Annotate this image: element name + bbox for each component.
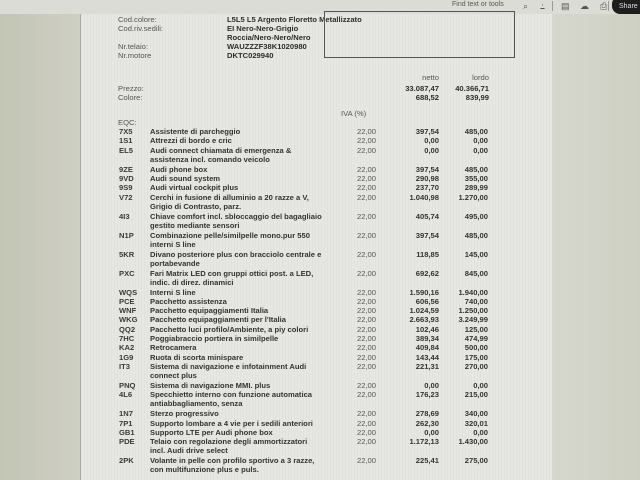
option-description: con multifunzione plus e puls. [150, 465, 259, 475]
iva-rate: 22,00 [357, 211, 377, 221]
share-button[interactable]: Share [612, 0, 640, 14]
viewer-left-margin [0, 0, 80, 480]
netto-price: 397,54 [415, 230, 439, 240]
option-description: connect plus [150, 371, 197, 381]
cod-colore-value: L5L5 L5 Argento Floretto Metallizzato [227, 15, 362, 24]
lordo-price: 485,00 [464, 230, 488, 240]
lordo-price: 275,00 [464, 456, 488, 466]
option-code: EL5 [119, 145, 133, 155]
lordo-price: 3.249,99 [458, 315, 488, 325]
toolbar-divider [552, 1, 553, 11]
option-code: 7P1 [119, 418, 133, 428]
lordo-price: 175,00 [464, 352, 488, 362]
iva-rate: 22,00 [357, 380, 377, 390]
option-code: WQS [119, 287, 138, 297]
lordo-price: 1.250,00 [458, 306, 488, 316]
iva-rate: 22,00 [357, 173, 377, 183]
netto-price: 176,23 [415, 390, 439, 400]
iva-rate: 22,00 [357, 456, 377, 466]
nr-motore-value: DKTC029940 [227, 51, 274, 60]
cod-colore-label: Cod.colore: [118, 15, 157, 24]
iva-rate: 22,00 [357, 249, 377, 259]
iva-rate: 22,00 [357, 136, 377, 146]
lordo-price: 145,00 [464, 249, 488, 259]
option-description: Volante in pelle con profilo sportivo a 3 razze, [150, 456, 315, 466]
eqc-section-label: EQC: [118, 118, 137, 127]
option-description: Supporto LTE per Audi phone box [150, 427, 273, 437]
iva-rate: 22,00 [357, 343, 377, 353]
netto-price: 1.040,98 [409, 192, 439, 202]
option-description: Supporto lombare a 4 vie per i sedili anteriori [150, 418, 313, 428]
option-description: Audi sound system [150, 173, 221, 183]
iva-rate: 22,00 [357, 183, 377, 193]
option-description: Retrocamera [150, 343, 197, 353]
netto-price: 0,00 [424, 427, 439, 437]
option-description: Poggiabraccio portiera in similpelle [150, 334, 279, 343]
prezzo-label: Prezzo: [118, 84, 144, 93]
lordo-price: 270,00 [464, 361, 488, 371]
prezzo-netto: 33.087,47 [405, 84, 439, 93]
option-code: V72 [119, 192, 133, 202]
option-description: Pacchetto assistenza [150, 296, 227, 306]
lordo-header: lordo [472, 73, 489, 82]
netto-price: 0,00 [424, 136, 439, 146]
lordo-price: 320,01 [464, 418, 488, 428]
lordo-price: 485,00 [464, 164, 488, 174]
option-code: N1P [119, 230, 134, 240]
option-code: 1S1 [119, 136, 133, 146]
iva-rate: 22,00 [357, 306, 377, 316]
document-page [80, 14, 552, 480]
option-description: Audi virtual cockpit plus [150, 183, 239, 193]
lordo-price: 1.270,00 [458, 192, 488, 202]
netto-price: 389,34 [415, 334, 439, 343]
iva-rate: 22,00 [357, 418, 377, 428]
option-description: Combinazione pelle/similpelle mono.pur 550 [150, 230, 310, 240]
option-code: GB1 [119, 427, 135, 437]
viewer-right-margin [551, 14, 640, 480]
cod-riv-sedili-label: Cod.riv.sedili: [118, 24, 164, 33]
option-description: Pacchetto equipaggiamenti per l'Italia [150, 315, 286, 325]
option-description: Pacchetto equipaggiamenti Italia [150, 306, 269, 316]
lordo-price: 500,00 [464, 343, 488, 353]
netto-price: 0,00 [424, 145, 439, 155]
option-code: 1N7 [119, 409, 133, 419]
option-description: Fari Matrix LED con gruppi ottici post. a LED, [150, 268, 314, 278]
option-code: WNF [119, 306, 137, 316]
netto-price: 237,70 [415, 183, 439, 193]
option-code: WKG [119, 315, 138, 325]
lordo-price: 1.940,00 [458, 287, 488, 297]
iva-rate: 22,00 [357, 315, 377, 325]
option-code: IT3 [119, 361, 130, 371]
netto-price: 409,84 [415, 343, 439, 353]
lordo-price: 0,00 [473, 427, 488, 437]
read-aloud-icon[interactable]: ߸ [540, 1, 546, 11]
option-description: Ruota di scorta minispare [150, 352, 244, 362]
netto-header: netto [422, 73, 439, 82]
iva-rate: 22,00 [357, 361, 377, 371]
lordo-price: 355,00 [464, 173, 488, 183]
lordo-price: 125,00 [464, 324, 488, 334]
option-code: 7X5 [119, 127, 133, 136]
option-description: antiabbagliamento, senza [150, 399, 243, 409]
option-code: 7HC [119, 334, 135, 343]
netto-price: 397,54 [415, 164, 439, 174]
option-description: Sistema di navigazione MMI. plus [150, 380, 271, 390]
option-description: Divano posteriore plus con bracciolo centrale e [150, 249, 322, 259]
iva-rate: 22,00 [357, 268, 377, 278]
option-code: 1G9 [119, 352, 134, 362]
netto-price: 397,54 [415, 127, 439, 136]
prezzo-lordo: 40.366,71 [455, 84, 489, 93]
netto-price: 118,85 [416, 249, 439, 259]
netto-price: 1.024,59 [409, 306, 439, 316]
lordo-price: 1.430,00 [458, 437, 488, 447]
nr-telaio-value: WAUZZZF38K1020980 [227, 42, 307, 51]
netto-price: 225,41 [415, 456, 439, 466]
option-description: Audi connect chiamata di emergenza & [150, 145, 292, 155]
lordo-price: 474,99 [464, 334, 488, 343]
option-description: Grigio di Contrasto, parz. [150, 201, 242, 211]
iva-rate: 22,00 [357, 352, 377, 362]
option-description: Assistente di parcheggio [150, 127, 241, 136]
option-code: 2PK [119, 456, 134, 466]
option-description: Telaio con regolazione degli ammortizzatori [150, 437, 308, 447]
iva-rate: 22,00 [357, 324, 377, 334]
option-description: gestito mediante sensori [150, 220, 240, 230]
option-code: 5KR [119, 249, 135, 259]
netto-price: 262,30 [415, 418, 439, 428]
netto-price: 290,98 [415, 173, 439, 183]
option-description: Attrezzi di bordo e cric [150, 136, 232, 146]
iva-rate: 22,00 [357, 164, 377, 174]
lordo-price: 0,00 [473, 145, 488, 155]
lordo-price: 289,99 [464, 183, 488, 193]
print-icon[interactable]: ⎙ [600, 1, 608, 11]
netto-price: 2.663,93 [409, 315, 439, 325]
netto-price: 221,31 [415, 361, 439, 371]
iva-rate: 22,00 [357, 127, 377, 136]
iva-rate: 22,00 [357, 145, 377, 155]
iva-rate: 22,00 [357, 192, 377, 202]
netto-price: 143,44 [415, 352, 439, 362]
colore-label: Colore: [118, 93, 143, 102]
netto-price: 405,74 [415, 211, 439, 221]
option-code: PDE [119, 437, 135, 447]
option-code: 9S9 [119, 183, 133, 193]
iva-rate: 22,00 [357, 427, 377, 437]
option-code: PNQ [119, 380, 136, 390]
iva-rate: 22,00 [357, 334, 377, 343]
lordo-price: 485,00 [464, 127, 488, 136]
option-description: incl. Audi drive select [150, 446, 228, 456]
option-code: 9VD [119, 173, 134, 183]
netto-price: 278,69 [415, 409, 439, 419]
colore-lordo: 839,99 [465, 93, 489, 102]
option-description: Sterzo progressivo [150, 409, 219, 419]
lordo-price: 845,00 [464, 268, 488, 278]
option-description: Interni S line [150, 287, 196, 297]
iva-rate: 22,00 [357, 437, 377, 447]
lordo-price: 0,00 [473, 380, 488, 390]
lordo-price: 495,00 [464, 211, 488, 221]
iva-rate: 22,00 [357, 230, 377, 240]
iva-rate: 22,00 [357, 409, 377, 419]
find-text-field[interactable]: Find text or tools [452, 1, 504, 8]
toolbar-divider [608, 1, 609, 11]
iva-rate: 22,00 [357, 296, 377, 306]
nr-telaio-label: Nr.telaio: [118, 42, 148, 51]
option-description: assistenza incl. comando veicolo [150, 154, 270, 164]
option-description: Chiave comfort incl. sbloccaggio del bagagliaio [150, 211, 322, 221]
search-icon[interactable]: ⌕ [523, 1, 529, 11]
lordo-price: 340,00 [464, 409, 488, 419]
lordo-price: 740,00 [464, 296, 488, 306]
option-code: 9ZE [119, 164, 133, 174]
option-description: indic. di direz. dinamici [150, 277, 234, 287]
option-description: portabevande [150, 258, 200, 268]
option-description: Specchietto interno con funzione automatica [150, 390, 313, 400]
option-code: QQ2 [119, 324, 136, 334]
lordo-price: 0,00 [473, 136, 488, 146]
cloud-upload-icon[interactable]: ☁ [580, 1, 589, 11]
colore-netto: 688,52 [415, 93, 439, 102]
option-code: KA2 [119, 343, 135, 353]
netto-price: 0,00 [424, 380, 439, 390]
pdf-toolbar [0, 0, 640, 14]
cod-riv-sedili-value-2: Roccia/Nero-Nero/Nero [227, 33, 311, 42]
option-code: PCE [119, 296, 135, 306]
option-code: 4L6 [119, 390, 133, 400]
lordo-price: 215,00 [464, 390, 488, 400]
netto-price: 606,56 [415, 296, 439, 306]
notes-box [324, 11, 515, 58]
netto-price: 692,62 [415, 268, 439, 278]
option-description: interni S line [150, 239, 196, 249]
netto-price: 1.590,16 [409, 287, 439, 297]
option-description: Audi phone box [150, 164, 208, 174]
netto-price: 102,46 [415, 324, 439, 334]
netto-price: 1.172,13 [409, 437, 439, 447]
iva-rate: 22,00 [357, 287, 377, 297]
cod-riv-sedili-value-1: EI Nero-Nero-Grigio [227, 24, 299, 33]
option-description: Sistema di navigazione e infotainment Audi [150, 361, 307, 371]
option-code: PXC [119, 268, 135, 278]
iva-header: IVA (%) [341, 109, 367, 118]
option-code: 4I3 [119, 211, 130, 221]
nr-motore-label: Nr.motore [118, 51, 152, 60]
iva-rate: 22,00 [357, 390, 377, 400]
option-description: Cerchi in fusione di alluminio a 20 razze a V, [150, 192, 309, 202]
option-description: Pacchetto luci profilo/Ambiente, a piy colori [150, 324, 309, 334]
save-icon[interactable]: ▤ [561, 1, 570, 11]
